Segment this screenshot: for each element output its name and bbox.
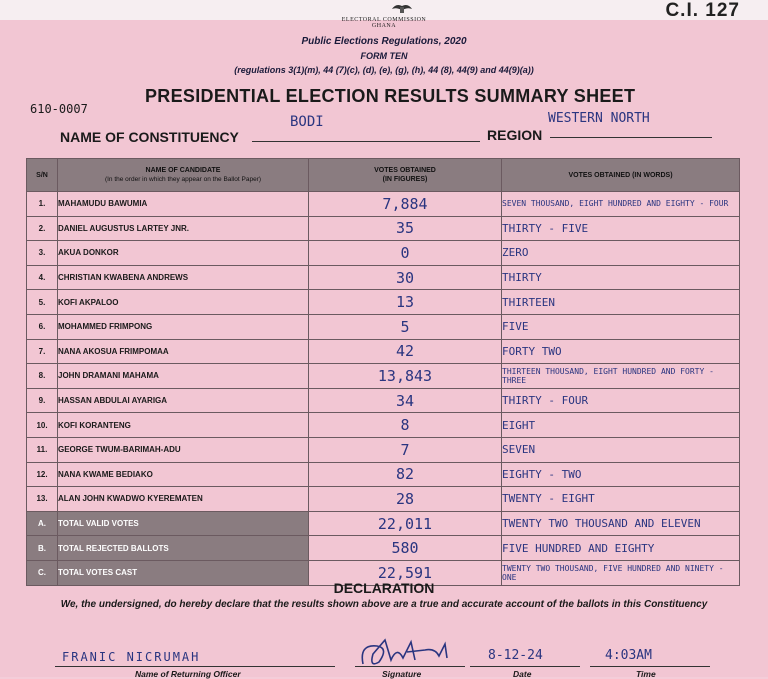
- time-line: [590, 666, 710, 667]
- constituency-line: [252, 141, 480, 142]
- votes-words: THIRTY: [502, 265, 740, 290]
- votes-figures: 7: [309, 437, 502, 462]
- votes-figures: 13: [309, 290, 502, 315]
- returning-officer-name: FRANIC NICRUMAH: [62, 650, 201, 664]
- votes-words: THIRTY - FIVE: [502, 216, 740, 241]
- header-sn: S/N: [27, 159, 58, 192]
- region-line: [550, 137, 712, 138]
- commission-name: [0, 17, 768, 29]
- candidate-row: [27, 388, 740, 413]
- results-table: [26, 158, 740, 586]
- row-number: 6.: [27, 314, 58, 339]
- candidate-row: [27, 462, 740, 487]
- votes-words: THIRTEEN THOUSAND, EIGHT HUNDRED AND FORTY - THREE: [502, 364, 740, 389]
- votes-figures: 8: [309, 413, 502, 438]
- row-number: A.: [27, 511, 58, 536]
- date-label: Date: [513, 669, 532, 679]
- candidate-row: [27, 290, 740, 315]
- candidate-row: [27, 265, 740, 290]
- candidate-name: KOFI KORANTENG: [58, 413, 309, 438]
- signature-line: [355, 666, 465, 667]
- header-words: VOTES OBTAINED (IN WORDS): [502, 159, 740, 192]
- candidate-row: [27, 314, 740, 339]
- row-number: B.: [27, 536, 58, 561]
- candidate-row: [27, 487, 740, 512]
- votes-figures: 5: [309, 314, 502, 339]
- form-code: 610-0007: [30, 102, 88, 116]
- candidate-name: ALAN JOHN KWADWO KYEREMATEN: [58, 487, 309, 512]
- candidate-name: CHRISTIAN KWABENA ANDREWS: [58, 265, 309, 290]
- candidate-row: [27, 216, 740, 241]
- votes-figures: 42: [309, 339, 502, 364]
- signature-label: Signature: [382, 669, 422, 679]
- votes-words: SEVEN: [502, 437, 740, 462]
- votes-figures: 22,591: [309, 560, 502, 585]
- candidate-row: [27, 413, 740, 438]
- header-name: [58, 159, 309, 192]
- header-name-sub: (In the order in which they appear on the Ballot Paper): [104, 176, 262, 183]
- candidate-name: TOTAL VALID VOTES: [58, 511, 309, 536]
- candidate-name: HASSAN ABDULAI AYARIGA: [58, 388, 309, 413]
- votes-figures: 580: [309, 536, 502, 561]
- signature-image: [355, 636, 465, 670]
- constituency-label: NAME OF CONSTITUENCY: [60, 129, 239, 145]
- votes-words: SEVEN THOUSAND, EIGHT HUNDRED AND EIGHTY - FOUR: [502, 192, 740, 217]
- votes-figures: 30: [309, 265, 502, 290]
- candidate-row: [27, 364, 740, 389]
- candidate-name: TOTAL REJECTED BALLOTS: [58, 536, 309, 561]
- candidate-name: KOFI AKPALOO: [58, 290, 309, 315]
- form-number: FORM TEN: [360, 51, 408, 61]
- row-number: 9.: [27, 388, 58, 413]
- row-number: 7.: [27, 339, 58, 364]
- candidate-name: JOHN DRAMANI MAHAMA: [58, 364, 309, 389]
- votes-figures: 0: [309, 241, 502, 266]
- candidate-row: [27, 437, 740, 462]
- regulations-title: Public Elections Regulations, 2020: [301, 36, 467, 47]
- row-number: 13.: [27, 487, 58, 512]
- candidate-name: GEORGE TWUM-BARIMAH-ADU: [58, 437, 309, 462]
- row-number: 2.: [27, 216, 58, 241]
- row-number: 12.: [27, 462, 58, 487]
- region-label: REGION: [487, 127, 543, 143]
- header-figures: [309, 159, 502, 192]
- votes-words: TWENTY TWO THOUSAND, FIVE HUNDRED AND NINETY - ONE: [502, 560, 740, 585]
- region-value: WESTERN NORTH: [548, 111, 650, 126]
- header-name-label: NAME OF CANDIDATE: [145, 167, 221, 174]
- votes-figures: 13,843: [309, 364, 502, 389]
- votes-words: FIVE HUNDRED AND EIGHTY: [502, 536, 740, 561]
- candidate-name: AKUA DONKOR: [58, 241, 309, 266]
- votes-words: THIRTEEN: [502, 290, 740, 315]
- votes-figures: 28: [309, 487, 502, 512]
- row-number: 1.: [27, 192, 58, 217]
- coat-of-arms-icon: [390, 2, 414, 16]
- date-value: 8-12-24: [488, 648, 543, 663]
- ci-number: C.I. 127: [665, 0, 740, 21]
- votes-figures: 35: [309, 216, 502, 241]
- row-number: C.: [27, 560, 58, 585]
- time-value: 4:03AM: [605, 648, 652, 663]
- votes-words: THIRTY - FOUR: [502, 388, 740, 413]
- row-number: 4.: [27, 265, 58, 290]
- candidate-name: TOTAL VOTES CAST: [58, 560, 309, 585]
- officer-label: Name of Returning Officer: [135, 669, 241, 679]
- country-line: GHANA: [371, 23, 397, 29]
- candidate-name: NANA KWAME BEDIAKO: [58, 462, 309, 487]
- header-figures-label: VOTES OBTAINED: [374, 167, 436, 174]
- row-number: 11.: [27, 437, 58, 462]
- votes-figures: 22,011: [309, 511, 502, 536]
- total-row: [27, 511, 740, 536]
- table-header-row: [27, 159, 740, 192]
- votes-words: TWENTY TWO THOUSAND AND ELEVEN: [502, 511, 740, 536]
- votes-words: EIGHTY - TWO: [502, 462, 740, 487]
- officer-line: [55, 666, 335, 667]
- regulations-reference: (regulations 3(1)(m), 44 (7)(c), (d), (e), (g), (h), 44 (8), 44(9) and 44(9)(a)): [234, 65, 534, 75]
- candidate-name: DANIEL AUGUSTUS LARTEY JNR.: [58, 216, 309, 241]
- votes-words: TWENTY - EIGHT: [502, 487, 740, 512]
- page-title: PRESIDENTIAL ELECTION RESULTS SUMMARY SHEET: [145, 86, 636, 106]
- candidate-name: MAHAMUDU BAWUMIA: [58, 192, 309, 217]
- row-number: 3.: [27, 241, 58, 266]
- row-number: 5.: [27, 290, 58, 315]
- declaration-text: We, the undersigned, do hereby declare that the results shown above are a true and accurate account of the ballots in this Constituency: [60, 599, 708, 610]
- votes-figures: 34: [309, 388, 502, 413]
- declaration-title: DECLARATION: [333, 580, 435, 596]
- candidate-row: [27, 339, 740, 364]
- commission-line: ELECTORAL COMMISSION: [341, 17, 427, 23]
- date-line: [470, 666, 580, 667]
- header-figures-sub: (IN FIGURES): [382, 176, 428, 183]
- row-number: 10.: [27, 413, 58, 438]
- votes-figures: 82: [309, 462, 502, 487]
- votes-words: EIGHT: [502, 413, 740, 438]
- row-number: 8.: [27, 364, 58, 389]
- candidate-name: MOHAMMED FRIMPONG: [58, 314, 309, 339]
- votes-words: ZERO: [502, 241, 740, 266]
- candidate-row: [27, 241, 740, 266]
- constituency-value: BODI: [290, 114, 324, 130]
- time-label: Time: [636, 669, 656, 679]
- candidate-row: [27, 192, 740, 217]
- votes-figures: 7,884: [309, 192, 502, 217]
- votes-words: FIVE: [502, 314, 740, 339]
- total-row: [27, 536, 740, 561]
- candidate-name: NANA AKOSUA FRIMPOMAA: [58, 339, 309, 364]
- votes-words: FORTY TWO: [502, 339, 740, 364]
